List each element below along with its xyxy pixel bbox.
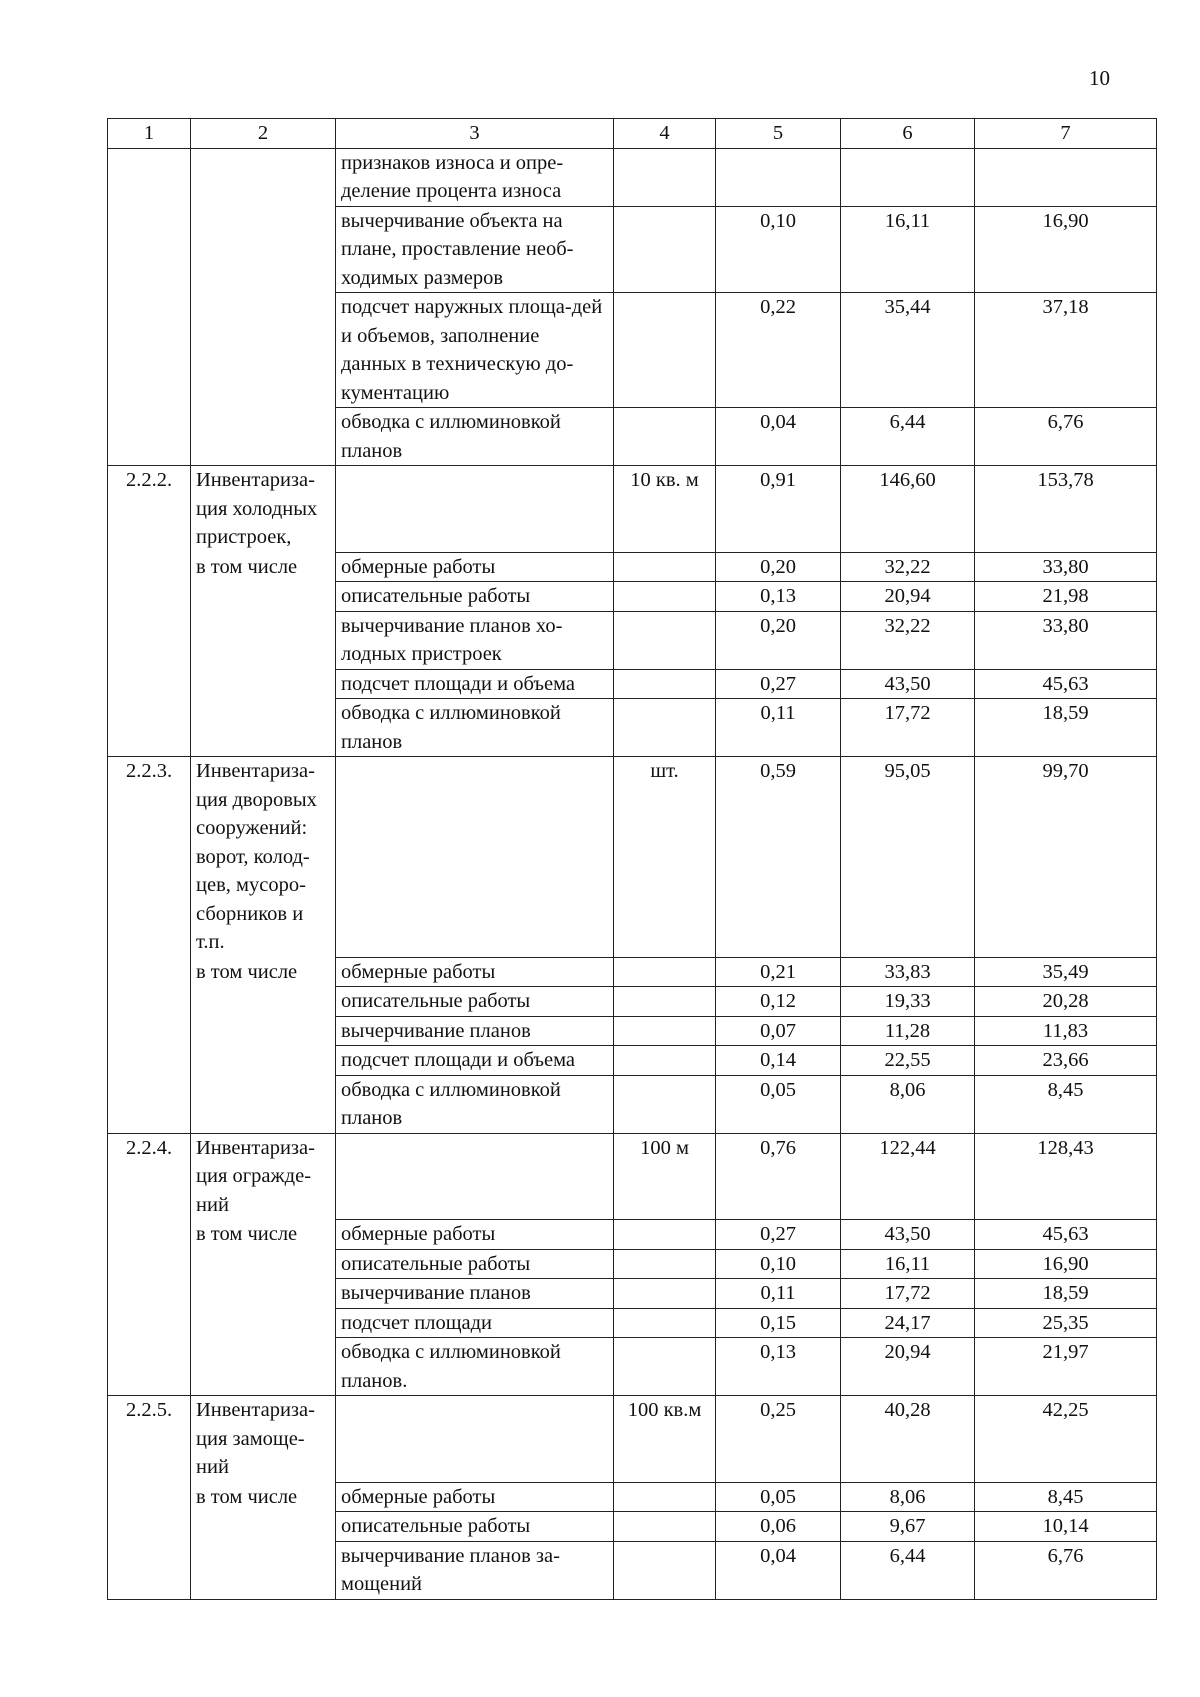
table-row <box>108 1279 1157 1309</box>
table-row-item <box>108 757 1157 958</box>
coefficient-cell: 0,06 <box>716 1512 841 1542</box>
coefficient-cell <box>716 148 841 206</box>
coefficient-cell: 0,11 <box>716 699 841 757</box>
item-name-cell <box>191 1308 336 1338</box>
coefficient-cell: 0,14 <box>716 1046 841 1076</box>
item-name-cell <box>191 582 336 612</box>
item-name-cell <box>191 1016 336 1046</box>
item-name-cell: Инвентариза-ция дворовых сооружений: ворот, колод-цев, мусоро-сборников и т.п. <box>191 757 336 958</box>
price-cell: 17,72 <box>841 1279 975 1309</box>
price-cell: 35,44 <box>841 293 975 408</box>
price-cell: 8,06 <box>841 1075 975 1133</box>
work-type-cell: описательные работы <box>336 582 614 612</box>
work-type-cell: вычерчивание планов за-мощений <box>336 1541 614 1599</box>
price-with-vat-cell: 8,45 <box>975 1075 1157 1133</box>
price-cell: 6,44 <box>841 1541 975 1599</box>
unit-cell <box>614 1512 716 1542</box>
price-with-vat-cell: 23,66 <box>975 1046 1157 1076</box>
item-name-cell <box>191 1541 336 1599</box>
table-row <box>108 1338 1157 1396</box>
price-with-vat-cell: 20,28 <box>975 987 1157 1017</box>
price-with-vat-cell: 153,78 <box>975 466 1157 553</box>
work-type-cell: обводка с иллюминовкой планов <box>336 699 614 757</box>
price-with-vat-cell: 11,83 <box>975 1016 1157 1046</box>
price-with-vat-cell: 16,90 <box>975 1249 1157 1279</box>
work-type-cell: обводка с иллюминовкой планов <box>336 1075 614 1133</box>
column-header-4: 4 <box>614 119 716 149</box>
item-number-cell: 2.2.3. <box>108 757 191 958</box>
item-number-cell <box>108 293 191 408</box>
price-with-vat-cell: 42,25 <box>975 1396 1157 1483</box>
unit-cell <box>614 957 716 987</box>
coefficient-cell: 0,15 <box>716 1308 841 1338</box>
item-number-cell <box>108 1016 191 1046</box>
table-row <box>108 1249 1157 1279</box>
unit-cell <box>614 669 716 699</box>
price-with-vat-cell: 99,70 <box>975 757 1157 958</box>
work-type-cell <box>336 757 614 958</box>
price-cell: 33,83 <box>841 957 975 987</box>
table-row <box>108 1046 1157 1076</box>
unit-cell <box>614 1016 716 1046</box>
unit-cell <box>614 148 716 206</box>
item-number-cell <box>108 1541 191 1599</box>
coefficient-cell: 0,10 <box>716 206 841 293</box>
price-with-vat-cell: 16,90 <box>975 206 1157 293</box>
price-with-vat-cell: 37,18 <box>975 293 1157 408</box>
item-name-cell: Инвентариза-ция замоще-ний <box>191 1396 336 1483</box>
page-number: 10 <box>1089 66 1110 90</box>
price-cell: 146,60 <box>841 466 975 553</box>
unit-cell: 10 кв. м <box>614 466 716 553</box>
work-type-cell: описательные работы <box>336 987 614 1017</box>
item-number-cell <box>108 1482 191 1512</box>
item-name-cell: в том числе <box>191 957 336 987</box>
price-cell <box>841 148 975 206</box>
table-row <box>108 987 1157 1017</box>
coefficient-cell: 0,25 <box>716 1396 841 1483</box>
item-number-cell <box>108 1220 191 1250</box>
item-name-cell <box>191 148 336 206</box>
unit-cell <box>614 611 716 669</box>
unit-cell <box>614 552 716 582</box>
table-row <box>108 206 1157 293</box>
table-row <box>108 148 1157 206</box>
price-cell: 40,28 <box>841 1396 975 1483</box>
work-type-cell <box>336 1133 614 1220</box>
price-cell: 43,50 <box>841 669 975 699</box>
item-name-cell <box>191 1075 336 1133</box>
column-header-7: 7 <box>975 119 1157 149</box>
price-cell: 16,11 <box>841 1249 975 1279</box>
price-with-vat-cell: 6,76 <box>975 1541 1157 1599</box>
item-name-cell <box>191 1249 336 1279</box>
table-row <box>108 1220 1157 1250</box>
item-name-cell <box>191 699 336 757</box>
work-type-cell: вычерчивание планов <box>336 1279 614 1309</box>
unit-cell: шт. <box>614 757 716 958</box>
unit-cell <box>614 987 716 1017</box>
price-cell: 95,05 <box>841 757 975 958</box>
unit-cell <box>614 699 716 757</box>
item-number-cell <box>108 582 191 612</box>
price-with-vat-cell: 8,45 <box>975 1482 1157 1512</box>
price-with-vat-cell: 33,80 <box>975 611 1157 669</box>
price-cell: 20,94 <box>841 1338 975 1396</box>
price-cell: 9,67 <box>841 1512 975 1542</box>
item-number-cell <box>108 699 191 757</box>
item-name-cell <box>191 611 336 669</box>
work-type-cell: подсчет площади <box>336 1308 614 1338</box>
item-number-cell: 2.2.4. <box>108 1133 191 1220</box>
coefficient-cell: 0,04 <box>716 408 841 466</box>
column-header-3: 3 <box>336 119 614 149</box>
item-name-cell: в том числе <box>191 1220 336 1250</box>
price-with-vat-cell: 45,63 <box>975 1220 1157 1250</box>
coefficient-cell: 0,21 <box>716 957 841 987</box>
price-with-vat-cell: 25,35 <box>975 1308 1157 1338</box>
unit-cell <box>614 582 716 612</box>
coefficient-cell: 0,11 <box>716 1279 841 1309</box>
unit-cell <box>614 1220 716 1250</box>
price-with-vat-cell: 10,14 <box>975 1512 1157 1542</box>
coefficient-cell: 0,13 <box>716 1338 841 1396</box>
coefficient-cell: 0,27 <box>716 669 841 699</box>
item-number-cell <box>108 1075 191 1133</box>
coefficient-cell: 0,59 <box>716 757 841 958</box>
column-header-6: 6 <box>841 119 975 149</box>
work-type-cell: подсчет площади и объема <box>336 1046 614 1076</box>
table-row-item <box>108 1396 1157 1483</box>
table-row <box>108 1075 1157 1133</box>
price-cell: 32,22 <box>841 552 975 582</box>
price-with-vat-cell: 35,49 <box>975 957 1157 987</box>
unit-cell <box>614 206 716 293</box>
coefficient-cell: 0,20 <box>716 552 841 582</box>
work-type-cell: вычерчивание объекта на плане, проставление необ-ходимых размеров <box>336 206 614 293</box>
item-number-cell <box>108 552 191 582</box>
item-number-cell <box>108 1046 191 1076</box>
unit-cell <box>614 1308 716 1338</box>
unit-cell <box>614 1338 716 1396</box>
item-name-cell <box>191 1338 336 1396</box>
item-number-cell <box>108 1279 191 1309</box>
column-header-2: 2 <box>191 119 336 149</box>
item-name-cell: в том числе <box>191 1482 336 1512</box>
price-with-vat-cell: 18,59 <box>975 699 1157 757</box>
item-name-cell <box>191 408 336 466</box>
table-row <box>108 1016 1157 1046</box>
item-number-cell: 2.2.2. <box>108 466 191 553</box>
price-with-vat-cell: 33,80 <box>975 552 1157 582</box>
item-number-cell <box>108 408 191 466</box>
table-row <box>108 669 1157 699</box>
work-type-cell: подсчет наружных площа-дей и объемов, заполнение данных в техническую до-кументацию <box>336 293 614 408</box>
work-type-cell <box>336 466 614 553</box>
item-name-cell <box>191 1279 336 1309</box>
work-type-cell: вычерчивание планов хо-лодных пристроек <box>336 611 614 669</box>
price-with-vat-cell: 21,98 <box>975 582 1157 612</box>
unit-cell <box>614 1046 716 1076</box>
table-row <box>108 408 1157 466</box>
item-number-cell <box>108 957 191 987</box>
price-cell: 20,94 <box>841 582 975 612</box>
table-row <box>108 1512 1157 1542</box>
coefficient-cell: 0,05 <box>716 1482 841 1512</box>
price-cell: 43,50 <box>841 1220 975 1250</box>
price-with-vat-cell: 18,59 <box>975 1279 1157 1309</box>
item-name-cell <box>191 987 336 1017</box>
unit-cell <box>614 408 716 466</box>
work-type-cell: обмерные работы <box>336 1220 614 1250</box>
price-cell: 6,44 <box>841 408 975 466</box>
column-number-row <box>108 119 1157 149</box>
item-number-cell <box>108 987 191 1017</box>
rates-table <box>107 118 1157 1600</box>
unit-cell <box>614 1482 716 1512</box>
coefficient-cell: 0,12 <box>716 987 841 1017</box>
table-row <box>108 957 1157 987</box>
table-row <box>108 1308 1157 1338</box>
table-row <box>108 552 1157 582</box>
coefficient-cell: 0,13 <box>716 582 841 612</box>
work-type-cell: обводка с иллюминовкой планов. <box>336 1338 614 1396</box>
item-number-cell <box>108 1512 191 1542</box>
table-row <box>108 699 1157 757</box>
work-type-cell: обмерные работы <box>336 552 614 582</box>
work-type-cell: описательные работы <box>336 1512 614 1542</box>
price-cell: 122,44 <box>841 1133 975 1220</box>
price-with-vat-cell: 128,43 <box>975 1133 1157 1220</box>
work-type-cell: обмерные работы <box>336 1482 614 1512</box>
unit-cell: 100 м <box>614 1133 716 1220</box>
item-name-cell <box>191 206 336 293</box>
price-with-vat-cell <box>975 148 1157 206</box>
item-number-cell <box>108 148 191 206</box>
unit-cell: 100 кв.м <box>614 1396 716 1483</box>
price-cell: 16,11 <box>841 206 975 293</box>
coefficient-cell: 0,07 <box>716 1016 841 1046</box>
item-number-cell <box>108 1338 191 1396</box>
price-with-vat-cell: 21,97 <box>975 1338 1157 1396</box>
coefficient-cell: 0,05 <box>716 1075 841 1133</box>
table-body <box>108 148 1157 1599</box>
item-number-cell <box>108 611 191 669</box>
item-name-cell <box>191 293 336 408</box>
work-type-cell: обводка с иллюминовкой планов <box>336 408 614 466</box>
coefficient-cell: 0,20 <box>716 611 841 669</box>
price-cell: 17,72 <box>841 699 975 757</box>
item-number-cell <box>108 669 191 699</box>
price-with-vat-cell: 6,76 <box>975 408 1157 466</box>
table-row <box>108 582 1157 612</box>
price-cell: 22,55 <box>841 1046 975 1076</box>
table-row <box>108 293 1157 408</box>
column-header-5: 5 <box>716 119 841 149</box>
price-with-vat-cell: 45,63 <box>975 669 1157 699</box>
coefficient-cell: 0,04 <box>716 1541 841 1599</box>
price-cell: 19,33 <box>841 987 975 1017</box>
price-cell: 24,17 <box>841 1308 975 1338</box>
work-type-cell <box>336 1396 614 1483</box>
unit-cell <box>614 1541 716 1599</box>
unit-cell <box>614 293 716 408</box>
unit-cell <box>614 1249 716 1279</box>
table-row <box>108 1482 1157 1512</box>
item-name-cell <box>191 669 336 699</box>
item-name-cell: в том числе <box>191 552 336 582</box>
item-number-cell: 2.2.5. <box>108 1396 191 1483</box>
item-number-cell <box>108 206 191 293</box>
unit-cell <box>614 1075 716 1133</box>
item-number-cell <box>108 1308 191 1338</box>
work-type-cell: вычерчивание планов <box>336 1016 614 1046</box>
table-row-item <box>108 466 1157 553</box>
coefficient-cell: 0,91 <box>716 466 841 553</box>
table-row <box>108 1541 1157 1599</box>
coefficient-cell: 0,22 <box>716 293 841 408</box>
coefficient-cell: 0,27 <box>716 1220 841 1250</box>
price-cell: 11,28 <box>841 1016 975 1046</box>
table-row <box>108 611 1157 669</box>
unit-cell <box>614 1279 716 1309</box>
item-name-cell <box>191 1512 336 1542</box>
coefficient-cell: 0,10 <box>716 1249 841 1279</box>
price-cell: 8,06 <box>841 1482 975 1512</box>
table-row-item <box>108 1133 1157 1220</box>
work-type-cell: подсчет площади и объема <box>336 669 614 699</box>
item-name-cell: Инвентариза-ция холодных пристроек, <box>191 466 336 553</box>
item-number-cell <box>108 1249 191 1279</box>
work-type-cell: обмерные работы <box>336 957 614 987</box>
work-type-cell: признаков износа и опре-деление процента износа <box>336 148 614 206</box>
work-type-cell: описательные работы <box>336 1249 614 1279</box>
item-name-cell <box>191 1046 336 1076</box>
column-header-1: 1 <box>108 119 191 149</box>
coefficient-cell: 0,76 <box>716 1133 841 1220</box>
item-name-cell: Инвентариза-ция огражде-ний <box>191 1133 336 1220</box>
price-cell: 32,22 <box>841 611 975 669</box>
